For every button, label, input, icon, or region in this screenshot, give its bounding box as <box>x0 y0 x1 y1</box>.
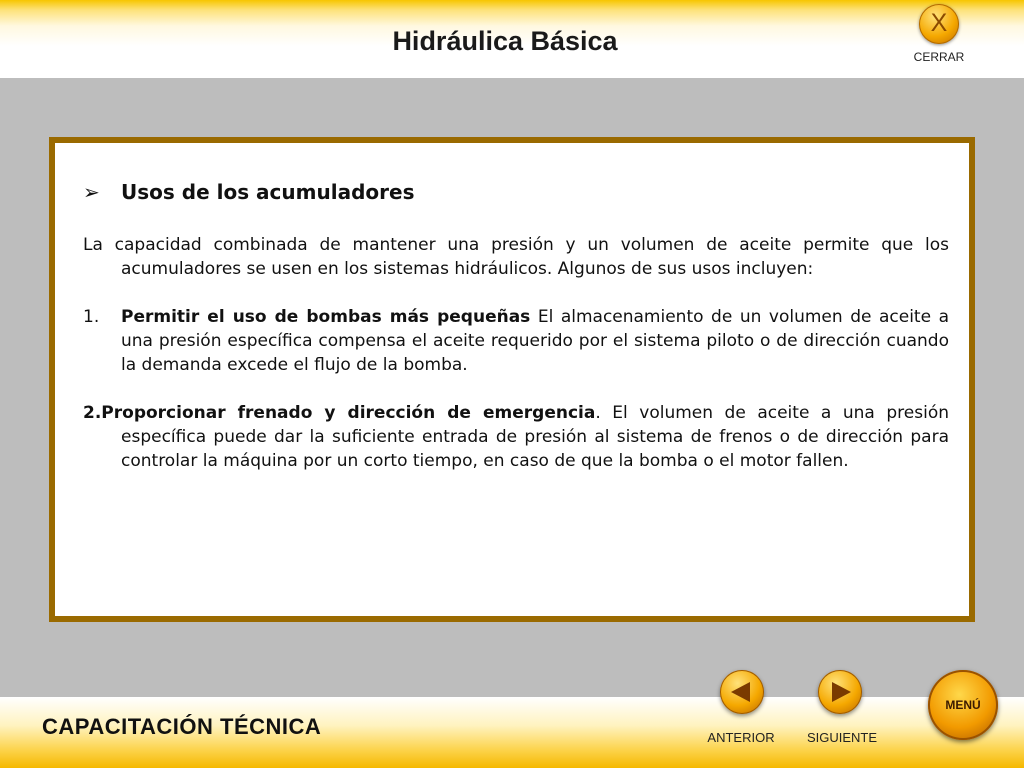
brand-label: CAPACITACIÓN TÉCNICA <box>42 714 322 739</box>
close-icon: X <box>930 9 948 37</box>
footer-bar <box>0 697 1024 768</box>
list-item-text: El almacenamiento de un volumen de aceite a una presión específica compensa el aceite requerido por el sistema piloto o de dirección cuando la demanda excede el flujo de la bomba. <box>121 307 949 375</box>
arrow-bullet-icon: ➢ <box>83 180 100 204</box>
list-item-title: Proporcionar frenado y dirección de emergencia <box>101 403 596 423</box>
next-button[interactable] <box>818 670 862 714</box>
list-item-number: 1. <box>83 307 100 327</box>
list-item-title: Permitir el uso de bombas más pequeñas <box>121 307 531 327</box>
list-item <box>83 305 949 377</box>
arrow-left-icon <box>731 682 750 702</box>
section-heading-text: Usos de los acumuladores <box>121 180 415 204</box>
header-bar <box>0 0 1024 78</box>
menu-button[interactable] <box>928 670 998 740</box>
close-button[interactable] <box>919 4 959 44</box>
page-title: Hidráulica Básica <box>392 26 618 56</box>
next-label[interactable]: SIGUIENTE <box>806 730 878 745</box>
list-item-number: 2. <box>83 403 102 423</box>
intro-paragraph: La capacidad combinada de mantener una presión y un volumen de aceite permite que los acumuladores se usen en los sistemas hidráulicos. Algunos de sus usos incluyen: <box>83 235 949 279</box>
section-heading <box>83 180 414 204</box>
list-item <box>83 401 949 473</box>
close-label[interactable]: CERRAR <box>913 50 965 64</box>
content-panel <box>49 137 975 622</box>
previous-button[interactable] <box>720 670 764 714</box>
body-text <box>83 233 949 497</box>
previous-label[interactable]: ANTERIOR <box>707 730 775 745</box>
list-item-text: . El volumen de aceite a una presión específica puede dar la suficiente entrada de presión al sistema de frenos o de dirección para controlar la máquina por un corto tiempo, en caso de que la bomba o el motor fallen. <box>121 403 949 471</box>
menu-label: MENÚ <box>945 698 981 712</box>
arrow-right-icon <box>832 682 851 702</box>
